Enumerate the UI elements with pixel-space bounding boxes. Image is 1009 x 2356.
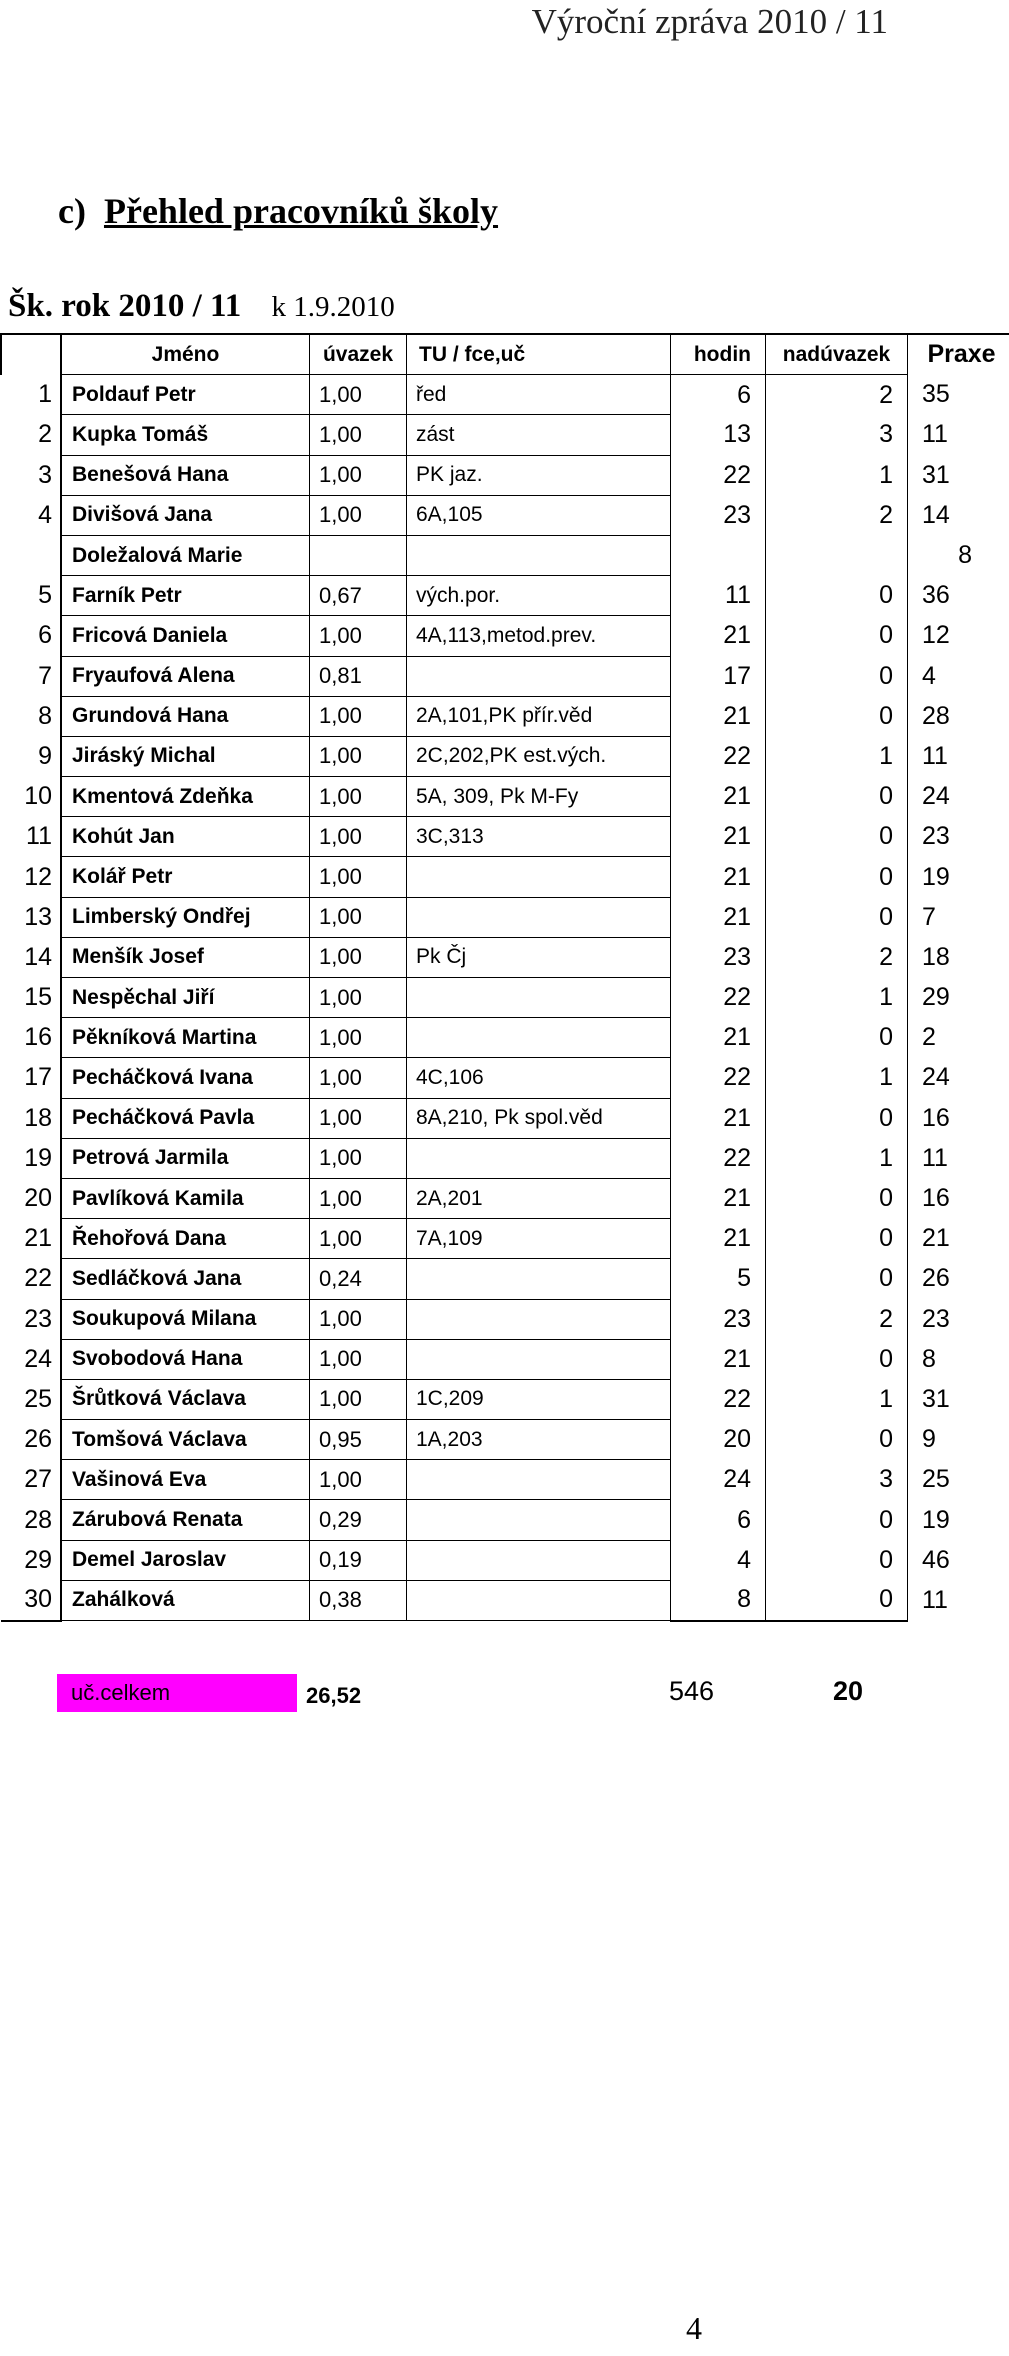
praxe-cell: 23 (922, 822, 950, 851)
tu-function-cell (407, 1339, 671, 1379)
table-row (1, 897, 1009, 937)
naduvazek-cell: 0 (766, 696, 908, 736)
row-number: 21 (1, 1219, 61, 1259)
uvazek-cell (310, 535, 407, 575)
table-row (1, 1540, 1009, 1580)
praxe-cell: 2 (922, 1023, 936, 1052)
employee-name: Vašinová Eva (61, 1460, 310, 1500)
praxe-cell: 14 (922, 500, 950, 529)
praxe-cell: 12 (922, 621, 950, 650)
row-number: 16 (1, 1018, 61, 1058)
praxe-cell: 16 (922, 1184, 950, 1213)
employee-name: Divišová Jana (61, 495, 310, 535)
page-number: 4 (686, 2310, 702, 2346)
uvazek-cell: 0,81 (310, 656, 407, 696)
hodin-cell: 24 (671, 1460, 766, 1500)
uvazek-cell: 0,38 (310, 1580, 407, 1620)
praxe-cell: 11 (922, 1585, 948, 1614)
praxe-cell: 16 (922, 1103, 950, 1132)
naduvazek-cell: 0 (766, 777, 908, 817)
hodin-cell: 21 (671, 897, 766, 937)
uvazek-cell: 1,00 (310, 696, 407, 736)
praxe-cell: 35 (922, 380, 950, 409)
naduvazek-cell (766, 535, 908, 575)
table-row (1, 1500, 1009, 1540)
table-row (1, 857, 1009, 897)
uvazek-cell: 1,00 (310, 937, 407, 977)
tu-function-cell (407, 1580, 671, 1620)
hodin-cell: 23 (671, 1299, 766, 1339)
naduvazek-cell: 0 (766, 1500, 908, 1540)
school-year-label: Šk. rok 2010 / 11 (8, 288, 242, 324)
uvazek-cell: 1,00 (310, 455, 407, 495)
uvazek-cell: 1,00 (310, 1339, 407, 1379)
naduvazek-cell: 3 (766, 1460, 908, 1500)
tu-function-cell: zást (407, 415, 671, 455)
table-row (1, 1058, 1009, 1098)
employee-name: Kohút Jan (61, 817, 310, 857)
employee-name: Zárubová Renata (61, 1500, 310, 1540)
table-row (1, 576, 1009, 616)
row-number: 2 (1, 415, 61, 455)
naduvazek-cell: 0 (766, 857, 908, 897)
total-label: uč.celkem (57, 1674, 297, 1712)
praxe-cell: 26 (922, 1264, 950, 1293)
naduvazek-cell: 0 (766, 1339, 908, 1379)
praxe-cell: 25 (922, 1465, 950, 1494)
hodin-cell: 22 (671, 1379, 766, 1419)
naduvazek-cell: 0 (766, 1178, 908, 1218)
row-number: 7 (1, 656, 61, 696)
praxe-cell: 8 (958, 541, 972, 570)
employee-name: Soukupová Milana (61, 1299, 310, 1339)
hodin-cell: 13 (671, 415, 766, 455)
table-row (1, 817, 1009, 857)
row-number: 19 (1, 1138, 61, 1178)
naduvazek-cell: 0 (766, 817, 908, 857)
table-row (1, 1379, 1009, 1419)
table-row (1, 736, 1009, 776)
naduvazek-cell: 0 (766, 1219, 908, 1259)
row-number: 9 (1, 736, 61, 776)
praxe-cell: 19 (922, 1505, 950, 1534)
tu-function-cell (407, 1138, 671, 1178)
tu-function-cell: 1A,203 (407, 1420, 671, 1460)
header-hodin: hodin (671, 334, 766, 375)
running-header: Výroční zpráva 2010 / 11 (531, 2, 888, 41)
header-praxe: Praxe (908, 334, 1009, 375)
employee-name: Zahálková (61, 1580, 310, 1620)
table-row (1, 1018, 1009, 1058)
uvazek-cell: 1,00 (310, 616, 407, 656)
hodin-cell: 23 (671, 937, 766, 977)
employee-name: Fryaufová Alena (61, 656, 310, 696)
naduvazek-cell: 1 (766, 1058, 908, 1098)
uvazek-cell: 1,00 (310, 1098, 407, 1138)
hodin-cell: 17 (671, 656, 766, 696)
naduvazek-cell: 0 (766, 576, 908, 616)
row-number: 14 (1, 937, 61, 977)
table-row (1, 1339, 1009, 1379)
uvazek-cell: 1,00 (310, 415, 407, 455)
row-number: 25 (1, 1379, 61, 1419)
employee-name: Jiráský Michal (61, 736, 310, 776)
row-number: 27 (1, 1460, 61, 1500)
praxe-cell: 11 (922, 420, 948, 449)
tu-function-cell (407, 1299, 671, 1339)
hodin-cell: 21 (671, 857, 766, 897)
naduvazek-cell: 0 (766, 1540, 908, 1580)
employee-name: Nespěchal Jiří (61, 978, 310, 1018)
table-row (1, 978, 1009, 1018)
tu-function-cell: 5A, 309, Pk M-Fy (407, 777, 671, 817)
praxe-cell: 31 (922, 1384, 950, 1413)
employee-name: Doležalová Marie (61, 535, 310, 575)
table-row (1, 616, 1009, 656)
row-number: 29 (1, 1540, 61, 1580)
naduvazek-cell: 2 (766, 495, 908, 535)
header-tu: TU / fce,uč (407, 334, 671, 375)
employee-name: Pavlíková Kamila (61, 1178, 310, 1218)
table-row (1, 535, 1009, 575)
tu-function-cell: 2A,201 (407, 1178, 671, 1218)
uvazek-cell: 0,67 (310, 576, 407, 616)
praxe-cell: 24 (922, 782, 950, 811)
employee-name: Grundová Hana (61, 696, 310, 736)
naduvazek-cell: 0 (766, 897, 908, 937)
table-row (1, 1299, 1009, 1339)
row-number: 20 (1, 1178, 61, 1218)
table-row (1, 1138, 1009, 1178)
table-row (1, 455, 1009, 495)
employee-name: Demel Jaroslav (61, 1540, 310, 1580)
uvazek-cell: 1,00 (310, 1058, 407, 1098)
tu-function-cell: 6A,105 (407, 495, 671, 535)
hodin-cell: 21 (671, 1098, 766, 1138)
praxe-cell: 18 (922, 942, 950, 971)
table-row (1, 495, 1009, 535)
employee-name: Pěkníková Martina (61, 1018, 310, 1058)
employee-name: Poldauf Petr (61, 375, 310, 415)
hodin-cell: 8 (671, 1580, 766, 1620)
header-naduvazek: nadúvazek (766, 334, 908, 375)
row-number: 15 (1, 978, 61, 1018)
naduvazek-cell: 0 (766, 656, 908, 696)
naduvazek-cell: 0 (766, 1018, 908, 1058)
uvazek-cell: 1,00 (310, 777, 407, 817)
hodin-cell: 21 (671, 777, 766, 817)
staff-table (0, 333, 1009, 1622)
praxe-cell: 36 (922, 581, 950, 610)
naduvazek-cell: 0 (766, 1420, 908, 1460)
uvazek-cell: 1,00 (310, 736, 407, 776)
tu-function-cell (407, 1018, 671, 1058)
table-row (1, 656, 1009, 696)
uvazek-cell: 0,19 (310, 1540, 407, 1580)
row-number (1, 535, 61, 575)
row-number: 11 (1, 817, 61, 857)
naduvazek-cell: 1 (766, 455, 908, 495)
table-row (1, 1460, 1009, 1500)
hodin-cell: 11 (671, 576, 766, 616)
table-row (1, 375, 1009, 415)
naduvazek-cell: 0 (766, 616, 908, 656)
table-row (1, 1178, 1009, 1218)
school-year-line (8, 288, 395, 325)
table-row (1, 937, 1009, 977)
hodin-cell: 5 (671, 1259, 766, 1299)
tu-function-cell: PK jaz. (407, 455, 671, 495)
row-number: 22 (1, 1259, 61, 1299)
row-number: 5 (1, 576, 61, 616)
reference-date: k 1.9.2010 (271, 291, 395, 323)
row-number: 3 (1, 455, 61, 495)
employee-name: Kolář Petr (61, 857, 310, 897)
tu-function-cell (407, 897, 671, 937)
naduvazek-cell: 1 (766, 736, 908, 776)
praxe-cell: 4 (922, 661, 936, 690)
employee-name: Kupka Tomáš (61, 415, 310, 455)
uvazek-cell: 0,24 (310, 1259, 407, 1299)
tu-function-cell: 2A,101,PK přír.věd (407, 696, 671, 736)
employee-name: Kmentová Zdeňka (61, 777, 310, 817)
uvazek-cell: 1,00 (310, 1460, 407, 1500)
tu-function-cell (407, 978, 671, 1018)
row-number: 1 (1, 375, 61, 415)
uvazek-cell: 1,00 (310, 857, 407, 897)
hodin-cell: 21 (671, 1219, 766, 1259)
row-number: 18 (1, 1098, 61, 1138)
employee-name: Fricová Daniela (61, 616, 310, 656)
row-number: 13 (1, 897, 61, 937)
employee-name: Petrová Jarmila (61, 1138, 310, 1178)
hodin-cell: 20 (671, 1420, 766, 1460)
naduvazek-cell: 0 (766, 1098, 908, 1138)
naduvazek-cell: 2 (766, 937, 908, 977)
table-row (1, 777, 1009, 817)
header-uvazek: úvazek (310, 334, 407, 375)
tu-function-cell (407, 656, 671, 696)
tu-function-cell: 4C,106 (407, 1058, 671, 1098)
tu-function-cell: 8A,210, Pk spol.věd (407, 1098, 671, 1138)
header-name: Jméno (61, 334, 310, 375)
uvazek-cell: 1,00 (310, 817, 407, 857)
row-number: 24 (1, 1339, 61, 1379)
tu-function-cell: řed (407, 375, 671, 415)
hodin-cell: 23 (671, 495, 766, 535)
uvazek-cell: 1,00 (310, 897, 407, 937)
tu-function-cell: Pk Čj (407, 937, 671, 977)
row-number: 26 (1, 1420, 61, 1460)
naduvazek-cell: 0 (766, 1259, 908, 1299)
tu-function-cell (407, 535, 671, 575)
row-number: 4 (1, 495, 61, 535)
praxe-cell: 11 (922, 1143, 948, 1172)
staff-table-body (1, 375, 1009, 1621)
naduvazek-cell: 3 (766, 415, 908, 455)
row-number: 6 (1, 616, 61, 656)
hodin-cell: 21 (671, 1339, 766, 1379)
row-number: 28 (1, 1500, 61, 1540)
naduvazek-cell: 1 (766, 1379, 908, 1419)
table-row (1, 1098, 1009, 1138)
praxe-cell: 29 (922, 983, 950, 1012)
employee-name: Svobodová Hana (61, 1339, 310, 1379)
uvazek-cell: 1,00 (310, 1299, 407, 1339)
praxe-cell: 28 (922, 701, 950, 730)
uvazek-cell: 1,00 (310, 1178, 407, 1218)
hodin-cell: 22 (671, 455, 766, 495)
hodin-cell: 22 (671, 978, 766, 1018)
employee-name: Sedláčková Jana (61, 1259, 310, 1299)
hodin-cell: 21 (671, 1018, 766, 1058)
hodin-cell: 21 (671, 616, 766, 656)
uvazek-cell: 1,00 (310, 978, 407, 1018)
section-title (58, 190, 498, 232)
hodin-cell (671, 535, 766, 575)
naduvazek-cell: 1 (766, 978, 908, 1018)
praxe-cell: 21 (922, 1224, 950, 1253)
uvazek-cell: 1,00 (310, 1379, 407, 1419)
employee-name: Limberský Ondřej (61, 897, 310, 937)
hodin-cell: 22 (671, 1138, 766, 1178)
praxe-cell: 19 (922, 862, 950, 891)
uvazek-cell: 1,00 (310, 1018, 407, 1058)
naduvazek-cell: 2 (766, 1299, 908, 1339)
row-number: 12 (1, 857, 61, 897)
row-number: 23 (1, 1299, 61, 1339)
hodin-cell: 6 (671, 1500, 766, 1540)
row-number: 17 (1, 1058, 61, 1098)
praxe-cell: 8 (922, 1344, 936, 1373)
tu-function-cell: 4A,113,metod.prev. (407, 616, 671, 656)
tu-function-cell (407, 1500, 671, 1540)
header-number (1, 334, 61, 375)
employee-name: Farník Petr (61, 576, 310, 616)
table-row (1, 1219, 1009, 1259)
hodin-cell: 22 (671, 736, 766, 776)
naduvazek-cell: 1 (766, 1138, 908, 1178)
employee-name: Šrůtková Václava (61, 1379, 310, 1419)
total-naduvazek: 20 (833, 1676, 864, 1706)
hodin-cell: 4 (671, 1540, 766, 1580)
row-number: 30 (1, 1580, 61, 1620)
hodin-cell: 21 (671, 696, 766, 736)
total-uvazek: 26,52 (306, 1683, 362, 1708)
row-number: 10 (1, 777, 61, 817)
employee-name: Tomšová Václava (61, 1420, 310, 1460)
table-row (1, 696, 1009, 736)
tu-function-cell (407, 1259, 671, 1299)
uvazek-cell: 0,95 (310, 1420, 407, 1460)
hodin-cell: 21 (671, 817, 766, 857)
table-row (1, 1259, 1009, 1299)
table-header-row (1, 334, 1009, 375)
employee-name: Menšík Josef (61, 937, 310, 977)
hodin-cell: 22 (671, 1058, 766, 1098)
uvazek-cell: 0,29 (310, 1500, 407, 1540)
tu-function-cell (407, 857, 671, 897)
praxe-cell: 31 (922, 460, 950, 489)
table-row (1, 415, 1009, 455)
tu-function-cell (407, 1460, 671, 1500)
employee-name: Pecháčková Ivana (61, 1058, 310, 1098)
total-hodin: 546 (669, 1676, 715, 1706)
praxe-cell: 7 (922, 902, 936, 931)
praxe-cell: 9 (922, 1425, 936, 1454)
table-row (1, 1420, 1009, 1460)
naduvazek-cell: 0 (766, 1580, 908, 1620)
praxe-cell: 46 (922, 1545, 950, 1574)
uvazek-cell: 1,00 (310, 1219, 407, 1259)
employee-name: Pecháčková Pavla (61, 1098, 310, 1138)
employee-name: Řehořová Dana (61, 1219, 310, 1259)
section-prefix: c) (58, 191, 86, 231)
tu-function-cell: vých.por. (407, 576, 671, 616)
uvazek-cell: 1,00 (310, 375, 407, 415)
praxe-cell: 11 (922, 741, 948, 770)
employee-name: Benešová Hana (61, 455, 310, 495)
uvazek-cell: 1,00 (310, 495, 407, 535)
row-number: 8 (1, 696, 61, 736)
tu-function-cell: 3C,313 (407, 817, 671, 857)
praxe-cell: 24 (922, 1063, 950, 1092)
tu-function-cell: 2C,202,PK est.vých. (407, 736, 671, 776)
uvazek-cell: 1,00 (310, 1138, 407, 1178)
tu-function-cell (407, 1540, 671, 1580)
tu-function-cell: 7A,109 (407, 1219, 671, 1259)
tu-function-cell: 1C,209 (407, 1379, 671, 1419)
hodin-cell: 21 (671, 1178, 766, 1218)
table-row (1, 1580, 1009, 1620)
section-title-text: Přehled pracovníků školy (103, 191, 499, 231)
praxe-cell: 23 (922, 1304, 950, 1333)
naduvazek-cell: 2 (766, 375, 908, 415)
hodin-cell: 6 (671, 375, 766, 415)
